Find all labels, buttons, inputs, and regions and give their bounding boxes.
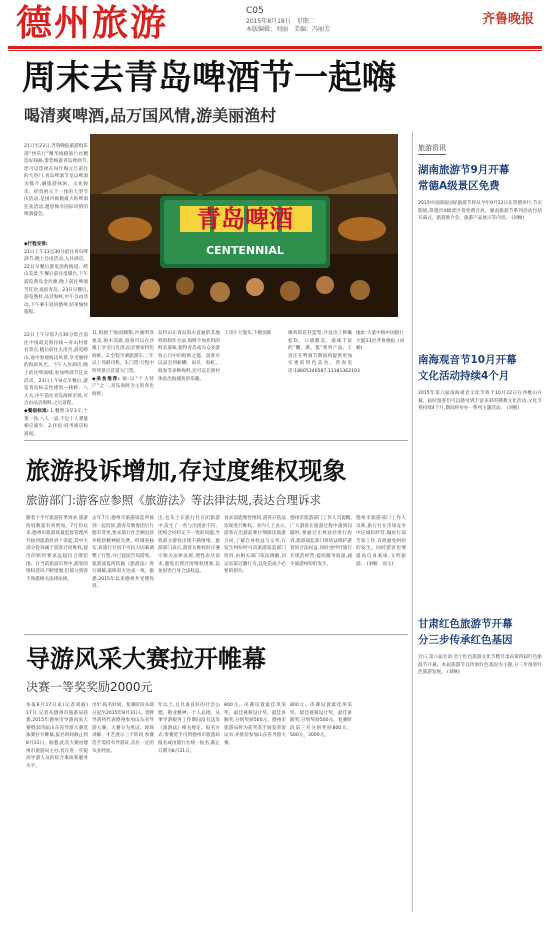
sidebar-item-subtitle: 文化活动持续4个月 [418,370,510,382]
article1-col1: 21日至23日,齐鲁晚报旅游俱乐部“快乐行”精华线路旅行社精选好线路,带您畅游青岛啤酒节,您可以选择在每年喝元旦前往的大热门,青岛啤酒节是以啤酒为媒介,融旅游休闲、文化娱乐、经贸展示于一体的大型节庆活动,是国内规模最大的啤酒狂欢活动,邀您畅享国际风情的啤酒盛会。 [24,144,88,218]
article1-col2: 22日上午早饭7点30分集合前往中国最美海岸线—青山村着名景点,随后前往太清宫,游览崂山,途中参观海边风景,享受独特的海滨风光。下午入住酒店,晚上前往啤酒城,参加啤酒节狂欢活动。23日上午8点早餐后,游览青岛标志性建筑—栈桥、八大关,中午前往青岛海鲜市场,可自由品尝海鲜,之后返程。 ◆餐宿标准: 1.餐费:3早3正,十菜一汤,八人一桌,不足十人菜量相应减少。2.住宿:商务酒店标准间。 [24,333,88,437]
newspaper-logo: 齐鲁晚报 [482,12,535,27]
publish-date: 2015年8月18日 星期二 [246,18,315,25]
article3-subhead: 决赛一等奖奖励2000元 [26,680,153,694]
sidebar-item-hunan [418,162,544,312]
editor-credit: 本版编辑：刘丽 美编：冯丽芳 [246,26,331,33]
article1-col6: 地址:大量中路中国银行大厦13层齐鲁晚报 (刘畅) [356,331,404,352]
sidebar-item-body: 2015中国湖南国际旅游节将从今年9月12日在常德举行,节庆期间,常德市A级景区将免费开放。湖南旅游节系列活动包括开幕式、旅游推介会、旅游产品展示等内容。 (刘畅) [418,201,542,222]
article3-col2: 出炉,报名时间、复赛阶段从即日起至2015年8月31日。金牌导游将代表德州参加山东省导游大赛。大赛分为笔试、现场讲解、才艺展示三个阶段,参赛选手需持有导游证,具有一定的从业经验。 [92,703,154,754]
article1-headline: 周末去青岛啤酒节一起嗨 [22,58,396,98]
article1-col3: 耳,海鸥于海面翱翔,沙滩明净柔美,海水清澈,游客可以在沙滩上享受日光浴,品尝渔家特色海鲜。2.全程空调旅游车,三年以上驾龄司机。3.门票:行程中所列景点首道大门票。 ◆美食推荐: 锅:以“十大特产”之一,青岛海鲜为主的各色海鲜。 [92,331,155,397]
sidebar-section-label: 旅游资讯 [418,143,544,155]
header-divider [8,46,542,49]
header-divider-thin [8,50,542,51]
sidebar-item-body: 近日,第六届甘肃·会宁红色旅游文化节暨甘肃省第四届红色旅游节开幕。本届旅游节以传承红色基因为主题,分三步推进红色旅游发展。 (刘畅) [418,655,542,676]
accommodation-heading: ◆餐宿标准: [24,408,49,414]
article1-col5: 爆鸡的花样造型,开发出了鲜嫩松软、口感甜美、滋味丰富的“醺、熏、酱”系列产品。王哥庄在啤酒节期间将提供更加实惠的特色美食。咨询电话:18605346587,13181362193 [288,331,360,374]
article1-subhead: 喝清爽啤酒,品万国风情,游美丽渔村 [24,106,277,125]
sidebar-item-body: 2015年第六届南海观音文化节将于10月22日在西樵山开幕。届时游客们可以感受到丰富多彩的佛教文化活动,文化节将持续4个月,期间将举办一系列主题活动。 (刘畅) [418,391,542,412]
article2-headline: 旅游投诉增加,存过度维权现象 [26,456,347,485]
article2-col6: 德州市旅游部门工作人员称,旅行社在市场竞争中应诚信经营,做好行前告知工作,有效避免纠纷的发生。同时游客也要提高自身素质,文明旅游。 (刘畅 刘玉) [356,516,406,567]
itinerary-heading: ◆行程安排: [24,242,48,247]
section-divider [24,634,408,635]
section-divider [24,440,408,441]
article3-col3: 年以上,且具备良好的社会公德、敬业精神、个人品德。从事导游服务工作期间没有违反《旅游法》相关规定。报名方式:参赛选手可到德州市旅游局报名或由旅行社统一报名,截止日期为8月31日。 [158,703,220,754]
article2-col3: 出,包头土在旅行社在团旅游中,发生了一些与出团意不符、团购合同约定不一致的问题,导致部分游客出现不满情绪。旅游部门表示,游客在维权时应遵守相关法律法规,理性表达诉求,避免出现过度维权现象,以免损害自身合法权益。 [158,516,220,575]
article1-byline: (刘畅) [356,338,404,352]
photo-sign-sub: CENTENNIAL [206,244,284,257]
sidebar-item-title: 甘肃红色旅游节开幕 [418,618,513,630]
article1-col4b: 王哥庄大馒头,不断创新 [224,331,272,336]
sidebar-item-title: 南海观音节10月开幕 [418,354,517,366]
article2-byline: (刘畅 刘玉) [366,561,394,567]
sidebar-divider [412,132,413,912]
article3-col4: 800元。决赛设置最佳风采奖、最佳视频设计奖、最佳讲解奖,分别奖励500元。德州市旅游局将为获奖选手颁发荣誉证书,并推荐参加山东省导游大赛。 [224,703,286,746]
article2-col1: 随着下半年旅游旺季到来,旅游投诉数量有所增加。7月份以来,德州市旅游质量监督管理所共接到旅游投诉十余起,其中大部分投诉属于游客过度维权,提出的赔偿要求远超出合理范围。在当前旅游市场中,游客的维权意识不断增强,但部分游客不熟悉相关法律法规。 [26,516,88,582]
article2-col5: 德州市旅游部门工作人员提醒,广大游客在旅游过程中遇到问题时,要通过正规途径进行投诉,旅游质监部门将依法维护游客的合法权益,同时也呼吁旅行社规范经营,提高服务质量,减少旅游纠纷的发生。 [290,516,352,567]
sidebar-item-subtitle: 常德A级景区免费 [418,180,500,192]
photo-sign-text: 青岛啤酒 [197,204,293,233]
article3-col5: 800元。决赛设置最佳风采奖、最佳视频设计奖、最佳讲解奖,分别奖励500元。复赛阶段前三名分别奖励800元、500元、3000元。 [290,703,352,739]
article3-headline: 导游风采大赛拉开帷幕 [26,644,266,673]
article2-col2: 去年7月,德州市旅游质监所接到一起投诉,游客反映参团后行程有变更,要求旅行社全额退款并赔偿精神损失费。经调查核实,该旅行社因不可抗力因素调整了行程,并已提前告知游客。旅游质监所依据《旅游法》进行调解,最终双方达成一致。据悉,2015年以来德州共受理投诉。 [92,516,154,590]
article2-subhead: 旅游部门:游客应参照《旅游法》等法律法规,表达合理诉求 [26,493,322,507]
date-line [246,18,330,34]
sidebar-item-nanhai [418,352,544,588]
article3-col1: 本报8月17日讯(记者刘丽) 17日,记者从德州市旅游局获悉,2015年德州市导游风采大赛暨第四届山东省导游大赛选拔赛拉开帷幕,报名时间截止到8月31日。据悉,此次大赛由德州市旅游局主办,旨在进一步提高导游人员的综合素质和服务水平。 [26,703,93,769]
article1-col4: 岛特山正青岛海水直通的其地特的制作方法,海鲜不加佐料的鲜美滋味,使得青岛成为众多游客心目中的海鲜之都。游客可以品尝到蛤蜊、扇贝、海虹、海参等多种海鲜,还可以在渔村体验出海捕鱼的乐趣。 [158,331,220,382]
sidebar-item-gansu [418,616,544,774]
article1-col1b: ◆行程安排: 21日上午11点30分前往青岛啤酒节,晚上自由活动,入住酒店。22日早餐后游览滨海栈道、崂山美景,午餐后前往琅琊台,下午游览黄岛金沙滩,晚上前往啤酒节狂欢,夜宿青岛。23日早餐后,游览渔村,品尝海鲜,中午自由活动,下午乘车返回德州,结束愉快旅程。 [24,242,88,316]
sidebar-item-subtitle: 分三步传承红色基因 [418,634,513,646]
sidebar-item-title: 湖南旅游节9月开幕 [418,164,510,176]
food-heading: ◆美食推荐: [92,376,120,382]
section-title: 德州旅游 [16,2,169,44]
beer-festival-photo [90,134,398,317]
page-number: C05 [246,6,264,16]
article2-col4: 诉求前能理性维权,游客应依法依规进行维权。业内人士表示,游客在出游前要仔细阅读旅游合同,了解自身权益与义务,在发生纠纷时可向旅游质监部门投诉,由相关部门依法调解,切忌采取过激行为,以免造成不必要的损失。 [224,516,286,575]
